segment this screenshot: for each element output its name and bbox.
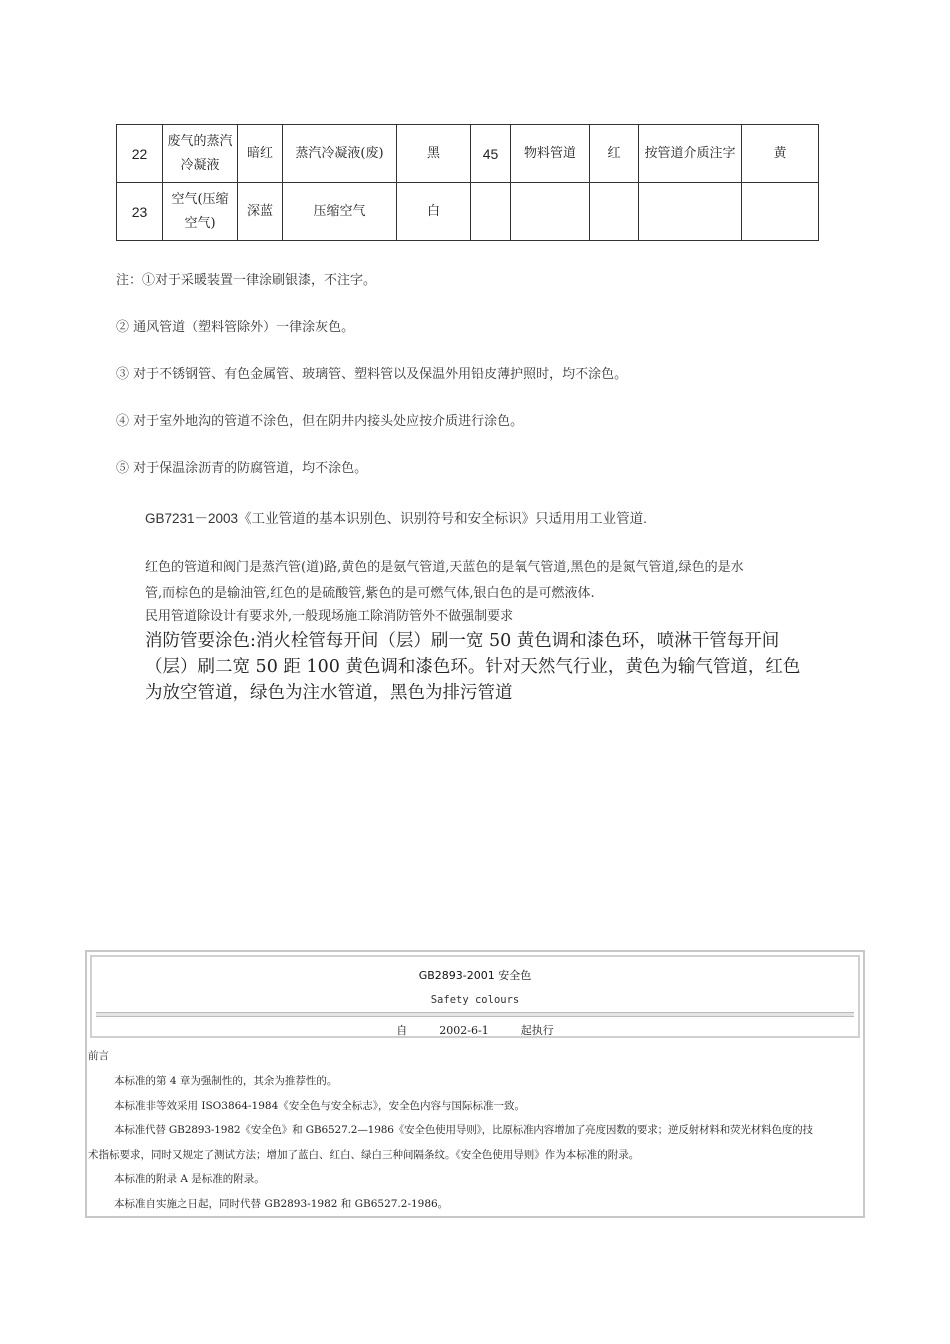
table-cell: 红 (590, 125, 639, 183)
note-2: ② 通风管道（塑料管除外）一律涂灰色。 (116, 320, 355, 335)
table-cell: 压缩空气 (283, 183, 397, 241)
table-cell: 蒸汽冷凝液(废) (283, 125, 397, 183)
pipe-color-table (116, 124, 819, 241)
civil-pipe-paragraph: 民用管道除设计有要求外,一般现场施工除消防管外不做强制要求 (145, 609, 514, 624)
table-cell: 45 (471, 125, 511, 183)
divider (96, 1012, 854, 1017)
table-cell: 废气的蒸汽冷凝液 (163, 125, 238, 183)
table-cell: 黄 (742, 125, 819, 183)
note-1: 注：①对于采暖装置一律涂刷银漆，不注字。 (116, 273, 377, 288)
standard-header (90, 955, 860, 1038)
table-row (117, 125, 819, 183)
table-cell: 深蓝 (238, 183, 283, 241)
preface-paragraph-3: 本标准代替 GB2893-1982《安全色》和 GB6527.2—1986《安全色使用导则》，比原标准内容增加了亮度因数的要求；逆反射材料和荧光材料色度的技 (114, 1124, 813, 1136)
note-4: ④ 对于室外地沟的管道不涂色，但在阴井内接头处应按介质进行涂色。 (116, 414, 524, 429)
table-cell (471, 183, 511, 241)
color-description-line-1: 红色的管道和阀门是蒸汽管(道)路,黄色的是氨气管道,天蓝色的是氧气管道,黑色的是氮气管道,绿色的是水 (145, 560, 744, 575)
table-cell: 23 (117, 183, 163, 241)
table-cell: 黑 (397, 125, 471, 183)
table-cell (590, 183, 639, 241)
color-description-line-2: 管,而棕色的是输油管,红色的是硫酸管,紫色的是可燃气体,银白色的是可燃液体. (145, 586, 595, 601)
gb7231-paragraph: GB7231－2003《工业管道的基本识别色、识别符号和安全标识》只适用用工业管道. (145, 511, 647, 526)
table-cell: 白 (397, 183, 471, 241)
standard-title-en: Safety colours (430, 994, 520, 1006)
table-cell: 按管道介质注字 (639, 125, 742, 183)
effective-date-line (92, 1022, 858, 1038)
preface-paragraph-3-cont: 术指标要求，同时又规定了测试方法；增加了蓝白、红白、绿白三种间隔条纹。《安全色使用导则》作为本标准的附录。 (88, 1149, 640, 1161)
standard-excerpt-box (85, 950, 865, 1218)
table-cell (742, 183, 819, 241)
preface-paragraph-1: 本标准的第 4 章为强制性的，其余为推荐性的。 (114, 1075, 338, 1087)
table-cell: 22 (117, 125, 163, 183)
table-cell (639, 183, 742, 241)
effective-date: 2002-6-1 (439, 1024, 489, 1037)
table-cell: 物料管道 (511, 125, 590, 183)
standard-title: GB2893-2001 安全色 (418, 969, 532, 982)
preface-heading: 前言 (88, 1050, 109, 1062)
preface-paragraph-2: 本标准非等效采用 ISO3864-1984《安全色与安全标志》，安全色内容与国际标准一致。 (114, 1100, 526, 1112)
preface-paragraph-4: 本标准的附录 A 是标准的附录。 (114, 1173, 265, 1185)
table-cell: 暗红 (238, 125, 283, 183)
note-5: ⑤ 对于保温涂沥青的防腐管道，均不涂色。 (116, 461, 368, 476)
table-cell: 空气(压缩空气) (163, 183, 238, 241)
note-3: ③ 对于不锈钢管、有色金属管、玻璃管、塑料管以及保温外用铅皮薄护照时，均不涂色。 (116, 367, 628, 382)
preface-paragraph-5: 本标准自实施之日起，同时代替 GB2893-1982 和 GB6527.2-1986。 (114, 1198, 449, 1210)
fire-pipe-paragraph: 消防管要涂色:消火栓管每开间（层）刷一宽 50 黄色调和漆色环，喷淋干管每开间（层）刷二宽 50 距 100 黄色调和漆色环。针对天然气行业，黄色为输气管道，红色为放空管道，绿色为注水管道，黑色为排污管道 (145, 631, 801, 703)
table-cell (511, 183, 590, 241)
table-row (117, 183, 819, 241)
date-prefix: 自 (396, 1024, 408, 1037)
date-suffix: 起执行 (520, 1024, 554, 1037)
